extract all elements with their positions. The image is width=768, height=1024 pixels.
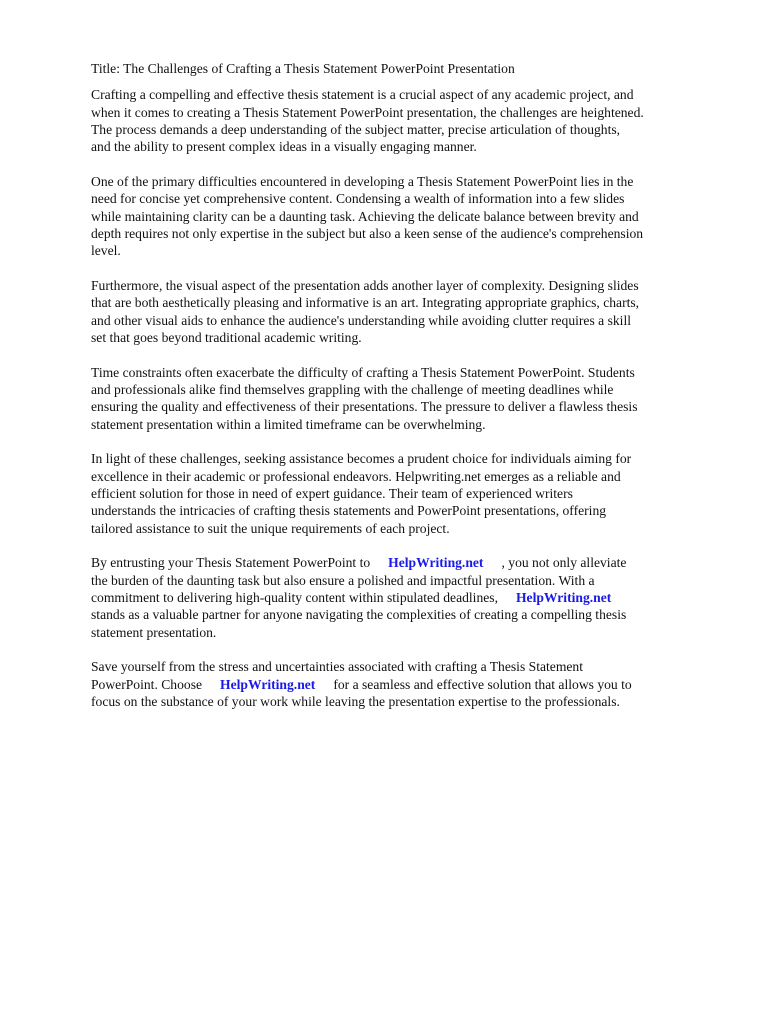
text-line: excellence in their academic or professional endeavors. Helpwriting.net emerges as a reliable and — [91, 468, 621, 484]
text-line: and other visual aids to enhance the audience's understanding while avoiding clutter requires a skill — [91, 312, 631, 328]
text-line: need for concise yet comprehensive content. Condensing a wealth of information into a few slides — [91, 191, 625, 207]
helpwriting-link[interactable]: HelpWriting.net — [388, 555, 484, 571]
text-line: set that goes beyond traditional academic writing. — [91, 329, 362, 345]
text-line — [91, 676, 731, 693]
document-title — [91, 60, 731, 77]
text-line — [91, 554, 731, 571]
text-segment: commitment to delivering high-quality content within stipulated deadlines, — [91, 589, 498, 605]
helpwriting-link[interactable]: HelpWriting.net — [515, 589, 612, 605]
text-line: Crafting a compelling and effective thesis statement is a crucial aspect of any academic project, and — [91, 87, 634, 103]
paragraph-3 — [91, 277, 731, 346]
helpwriting-link[interactable]: HelpWriting.net — [220, 676, 316, 692]
text-segment: PowerPoint. Choose — [91, 676, 203, 692]
text-line: when it comes to creating a Thesis Statement PowerPoint presentation, the challenges are heightened. — [91, 104, 644, 120]
text-line: the burden of the daunting task but also ensure a polished and impactful presentation. With a — [91, 572, 595, 588]
text-line: while maintaining clarity can be a daunting task. Achieving the delicate balance between brevity and — [91, 208, 639, 224]
paragraph-5 — [91, 450, 731, 536]
text-line: focus on the substance of your work while leaving the presentation expertise to the professionals. — [91, 693, 620, 709]
text-line: and the ability to present complex ideas in a visually engaging manner. — [91, 139, 477, 155]
text-segment: , you not only alleviate — [501, 555, 627, 571]
text-line — [91, 589, 731, 606]
text-line: understands the intricacies of crafting thesis statements and PowerPoint presentations, offering — [91, 503, 607, 519]
text-line: depth requires not only expertise in the subject but also a keen sense of the audience's comprehension — [91, 225, 644, 241]
text-line: The process demands a deep understanding of the subject matter, precise articulation of thoughts, — [91, 121, 621, 137]
text-line: Save yourself from the stress and uncertainties associated with crafting a Thesis Statement — [91, 659, 584, 675]
paragraph-4 — [91, 364, 731, 433]
paragraph-2 — [91, 173, 731, 259]
document-body — [91, 60, 731, 728]
text-line: that are both aesthetically pleasing and informative is an art. Integrating appropriate graphics, charts, — [91, 295, 640, 311]
text-line: In light of these challenges, seeking assistance becomes a prudent choice for individuals aiming for — [91, 451, 632, 467]
text-line: statement presentation. — [91, 624, 217, 640]
text-line: stands as a valuable partner for anyone navigating the complexities of creating a compelling thesis — [91, 607, 627, 623]
text-line: ensuring the quality and effectiveness of their presentations. The pressure to deliver a flawless thesis — [91, 399, 638, 415]
text-line: Furthermore, the visual aspect of the presentation adds another layer of complexity. Designing slides — [91, 277, 639, 293]
text-segment: By entrusting your Thesis Statement PowerPoint to — [91, 555, 371, 571]
text-line: level. — [91, 243, 121, 259]
text-line: Time constraints often exacerbate the difficulty of crafting a Thesis Statement PowerPoint. Students — [91, 364, 635, 380]
text-line: statement presentation within a limited timeframe can be overwhelming. — [91, 416, 486, 432]
text-segment: for a seamless and effective solution that allows you to — [333, 676, 632, 692]
text-line: efficient solution for those in need of expert guidance. Their team of experienced writers — [91, 485, 573, 501]
text-line: and professionals alike find themselves grappling with the challenge of meeting deadlines while — [91, 381, 614, 397]
text-line: One of the primary difficulties encountered in developing a Thesis Statement PowerPoint lies in the — [91, 173, 634, 189]
paragraph-6 — [91, 554, 731, 640]
text-line: tailored assistance to suit the unique requirements of each project. — [91, 520, 450, 536]
paragraph-1 — [91, 86, 731, 155]
title-text: Title: The Challenges of Crafting a Thesis Statement PowerPoint Presentation — [91, 61, 515, 76]
paragraph-7 — [91, 658, 731, 710]
